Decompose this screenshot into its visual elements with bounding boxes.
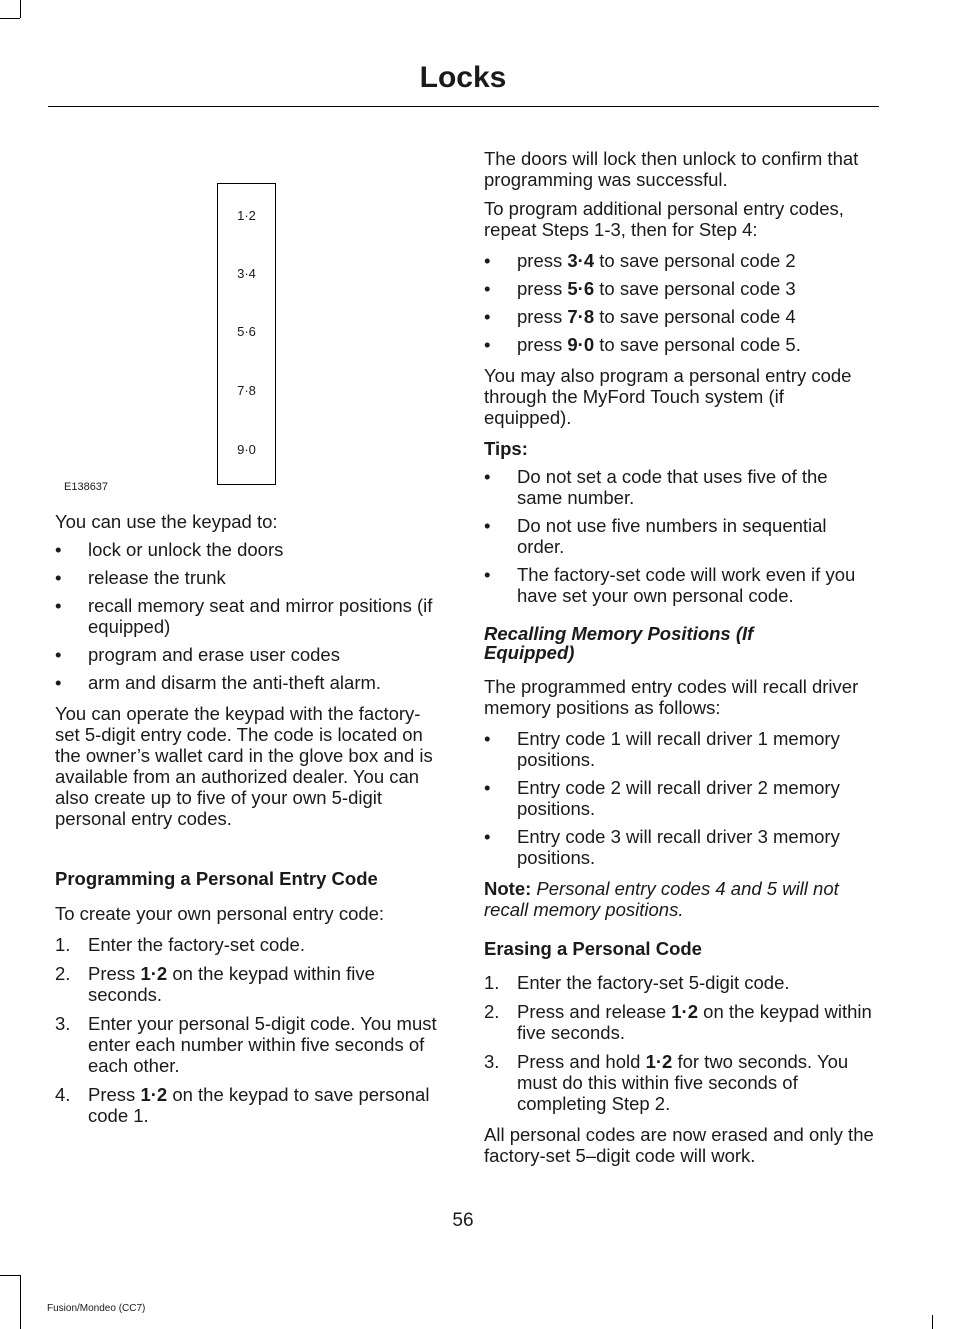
step-item: 1. Enter the factory-set code. [55, 934, 305, 955]
recall-paragraph: The programmed entry codes will recall driver memory positions as follows: [484, 676, 859, 718]
list-item: • press 5·6 to save personal code 3 [484, 278, 796, 299]
list-item: • press 9·0 to save personal code 5. [484, 334, 801, 355]
crop-mark [20, 1275, 21, 1329]
list-item: • Entry code 1 will recall driver 1 memory positions. [484, 728, 840, 770]
list-item: • release the trunk [55, 567, 226, 588]
list-item: • lock or unlock the doors [55, 539, 284, 560]
keypad-key: 9·0 [237, 442, 256, 457]
crop-mark [0, 1275, 20, 1276]
footer-model: Fusion/Mondeo (CC7) [47, 1303, 146, 1314]
list-item: • press 7·8 to save personal code 4 [484, 306, 796, 327]
final-paragraph: All personal codes are now erased and only the factory-set 5–digit code will work. [484, 1124, 874, 1166]
list-item: • The factory-set code will work even if you have set your own personal code. [484, 564, 856, 606]
list-item: • Do not set a code that uses five of the same number. [484, 466, 828, 508]
additional-paragraph: To program additional personal entry codes, repeat Steps 1-3, then for Step 4: [484, 198, 844, 240]
tips-heading: Tips: [484, 438, 528, 459]
keypad-key: 7·8 [237, 383, 256, 398]
keypad-key: 5·6 [237, 324, 256, 339]
confirm-paragraph: The doors will lock then unlock to confirm that programming was successful. [484, 148, 859, 190]
keypad-uses-intro: You can use the keypad to: [55, 511, 278, 532]
crop-mark [932, 1315, 933, 1329]
step-item: 3. Press and hold 1·2 for two seconds. You must do this within five seconds of completing Step 2. [484, 1051, 849, 1114]
list-item: • arm and disarm the anti-theft alarm. [55, 672, 382, 693]
note-text: Personal entry codes 4 and 5 will not recall memory positions. [484, 878, 839, 920]
keypad-illustration [217, 183, 276, 485]
step-item: 3. Enter your personal 5-digit code. You must enter each number within five seconds of each other. [55, 1013, 437, 1076]
keypad-key: 3·4 [237, 266, 256, 281]
list-item: • press 3·4 to save personal code 2 [484, 250, 796, 271]
programming-heading: Programming a Personal Entry Code [55, 868, 378, 889]
figure-id: E138637 [64, 481, 109, 493]
step-item: 4. Press 1·2 on the keypad to save personal code 1. [55, 1084, 430, 1126]
header-rule [48, 106, 879, 107]
keypad-key: 1·2 [237, 208, 256, 223]
list-item: • recall memory seat and mirror positions (if equipped) [55, 595, 433, 637]
list-item: • Entry code 3 will recall driver 3 memory positions. [484, 826, 840, 868]
crop-mark [20, 0, 21, 18]
list-item: • program and erase user codes [55, 644, 340, 665]
note-label: Note: [484, 878, 532, 899]
myford-paragraph: You may also program a personal entry code through the MyFord Touch system (if equipped). [484, 365, 852, 428]
list-item: • Entry code 2 will recall driver 2 memory positions. [484, 777, 840, 819]
step-item: 1. Enter the factory-set 5-digit code. [484, 972, 790, 993]
create-intro: To create your own personal entry code: [55, 903, 385, 924]
operate-paragraph: You can operate the keypad with the factory-set 5-digit entry code. The code is located on the owner’s wallet card in the glove box and is available from an authorized dealer. You can also create up to five of your own 5-digit personal entry codes. [55, 703, 433, 829]
page-title: Locks [419, 61, 507, 94]
list-item: • Do not use five numbers in sequential order. [484, 515, 827, 557]
erase-heading: Erasing a Personal Code [484, 938, 702, 959]
crop-mark [0, 18, 20, 19]
page-number: 56 [452, 1210, 474, 1231]
step-item: 2. Press 1·2 on the keypad within five seconds. [55, 963, 375, 1005]
note-paragraph [484, 878, 876, 920]
recall-heading: Recalling Memory Positions (If Equipped) [484, 623, 754, 663]
step-item: 2. Press and release 1·2 on the keypad within five seconds. [484, 1001, 872, 1043]
